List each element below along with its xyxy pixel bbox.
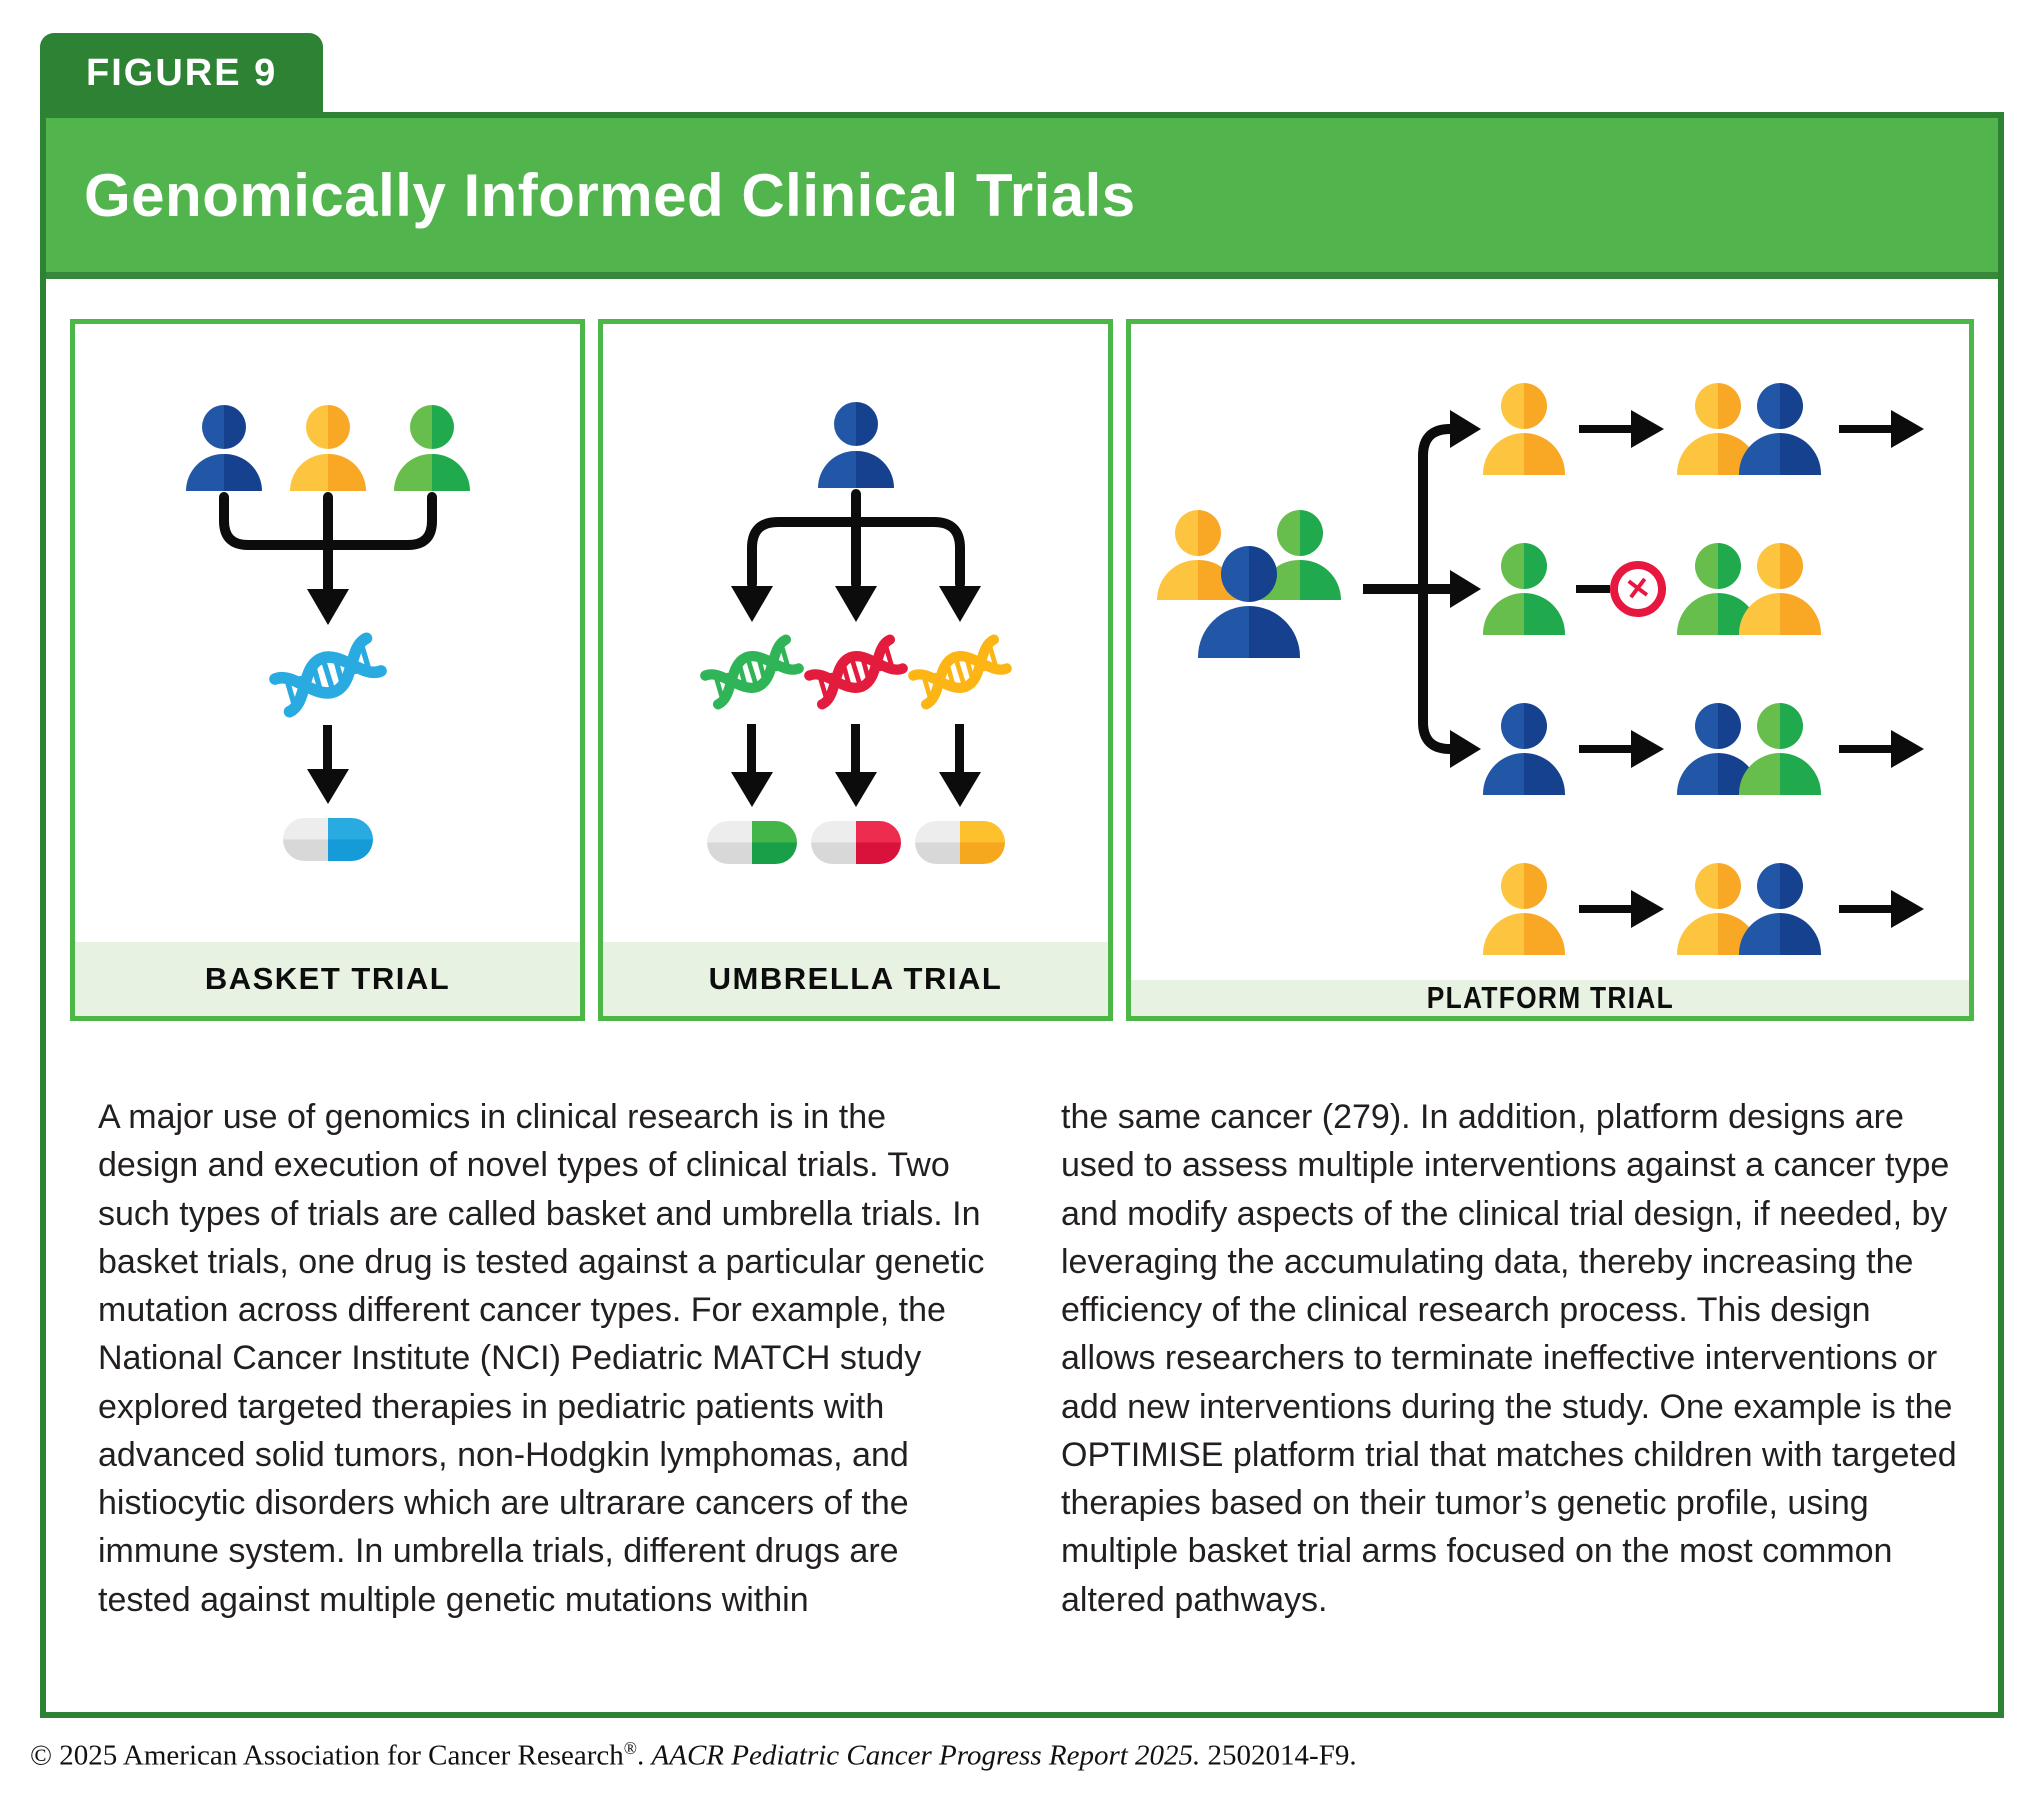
platform-arms (1483, 358, 1959, 980)
pill-half-gray (915, 821, 960, 864)
down-arrow-icon (731, 724, 773, 807)
figure-caption-text (46, 1021, 1998, 1624)
person-head (306, 405, 350, 449)
platform-arm-2 (1483, 518, 1959, 660)
patient-blue-icon (186, 405, 262, 491)
expanded-pair-yellow-blue (1677, 863, 1821, 955)
right-arrow-icon (1839, 890, 1924, 928)
person-body (1483, 593, 1565, 635)
arrow-cell (908, 724, 1012, 807)
basket-trial-label (75, 942, 580, 1016)
platform-trial-panel (1126, 319, 1974, 1021)
basket-trial-label-text: BASKET TRIAL (204, 961, 451, 996)
person-body (394, 454, 470, 491)
credit-suffix: 2502014-F9. (1200, 1739, 1357, 1772)
person-head (1695, 383, 1741, 429)
patient-green-icon (394, 405, 470, 491)
right-arrow-icon (1839, 410, 1924, 448)
person-head (1695, 863, 1741, 909)
person-head (1501, 383, 1547, 429)
dna-red-icon (796, 624, 915, 719)
patient-green-icon (1483, 543, 1565, 635)
patient-cell (276, 405, 380, 491)
platform-diagram (1131, 324, 1969, 980)
registered-mark: ® (623, 1738, 638, 1758)
expanded-pair-yellow-blue (1677, 383, 1821, 475)
person-body (290, 454, 366, 491)
person-body (1739, 433, 1821, 475)
person-body (1483, 913, 1565, 955)
expanded-pair-blue-green (1677, 703, 1821, 795)
patient-blue-icon (1739, 863, 1821, 955)
arrow-cell (700, 724, 804, 807)
body-text-column-1: A major use of genomics in clinical research is in the design and execution of novel types of clinical trials. Two such types of trials are called basket and umbrella trials. In basket trials, one drug is tested against a particular genetic mutation across different cancer types. For example, the National Cancer Institute (NCI) Pediatric MATCH study explored targeted therapies in pediatric patients with advanced solid tumors, non-Hodgkin lymphomas, and histiocytic disorders which are ultrarare cancers of the immune system. In umbrella trials, different drugs are tested against multiple genetic mutations within (98, 1098, 985, 1619)
basket-patients-row (172, 405, 484, 491)
platform-arm-1 (1483, 358, 1959, 500)
arm-connector (1565, 890, 1677, 928)
figure-title: Genomically Informed Clinical Trials (84, 161, 1136, 229)
dna-cell (908, 624, 1012, 720)
patient-blue-icon (818, 402, 894, 488)
expanded-pair-green-yellow (1677, 543, 1821, 635)
pill-cell (804, 821, 908, 864)
pill-blue-icon (283, 818, 373, 861)
basket-trial-panel (70, 319, 585, 1021)
person-head (1757, 383, 1803, 429)
person-head (1757, 543, 1803, 589)
figure-title-banner (46, 118, 1998, 279)
pill-half-gray (283, 818, 328, 861)
person-head (1695, 703, 1741, 749)
pill-half-red (856, 821, 901, 864)
down-arrow-icon (939, 724, 981, 807)
dna-green-icon (692, 624, 811, 719)
arm-exit (1821, 890, 1921, 928)
pill-red-icon (811, 821, 901, 864)
person-body (1483, 433, 1565, 475)
credit-prefix: © 2025 American Association for Cancer Research (30, 1739, 624, 1772)
pill-half-gray (707, 821, 752, 864)
umbrella-diagram (603, 324, 1108, 942)
x-icon: ✕ (1606, 557, 1669, 620)
credit-sep: . (637, 1739, 652, 1772)
patient-cohort-icon (1157, 510, 1341, 662)
person-head (1221, 546, 1277, 602)
pill-green-icon (707, 821, 797, 864)
down-arrow-icon (307, 725, 349, 804)
person-body (1483, 753, 1565, 795)
merge-arrow-icon (172, 491, 484, 627)
platform-arm-4-added (1483, 838, 1959, 980)
basket-diagram (75, 324, 580, 942)
arm-connector (1565, 730, 1677, 768)
person-head (834, 402, 878, 446)
person-head (1501, 703, 1547, 749)
person-body (1739, 913, 1821, 955)
platform-arm-3 (1483, 678, 1959, 820)
dna-cell (804, 624, 908, 720)
right-arrow-icon (1579, 890, 1664, 928)
person-body (1739, 593, 1821, 635)
arm-connector (1565, 410, 1677, 448)
dna-yellow-icon (900, 624, 1019, 719)
person-body (186, 454, 262, 491)
right-arrow-icon (1579, 730, 1664, 768)
arm-exit (1821, 730, 1921, 768)
platform-trial-label (1131, 980, 1969, 1016)
pill-yellow-icon (915, 821, 1005, 864)
person-head (1757, 703, 1803, 749)
dna-blue-icon (262, 625, 393, 726)
person-head (1757, 863, 1803, 909)
cohort-blue-icon (1198, 546, 1300, 658)
figure-tag-label: FIGURE 9 (86, 51, 278, 94)
line (1576, 585, 1610, 593)
patient-blue-icon (1483, 703, 1565, 795)
patient-blue-icon (1739, 383, 1821, 475)
person-head (410, 405, 454, 449)
pill-half-green (752, 821, 797, 864)
umbrella-trial-panel (598, 319, 1113, 1021)
person-head (202, 405, 246, 449)
patient-yellow-icon (1483, 383, 1565, 475)
cohort-cell (1157, 510, 1363, 662)
person-head (1695, 543, 1741, 589)
platform-trial-label-text: PLATFORM TRIAL (1426, 980, 1674, 1015)
umbrella-arrows-row (700, 724, 1012, 807)
arm-connector (1565, 561, 1677, 617)
umbrella-dna-row (700, 624, 1012, 720)
patient-yellow-icon (1739, 543, 1821, 635)
down-arrow-icon (835, 724, 877, 807)
trial-panels-row (46, 279, 1998, 1021)
right-arrow-icon (1839, 730, 1924, 768)
pill-half-gray (811, 821, 856, 864)
pill-cell (908, 821, 1012, 864)
umbrella-trial-label-text: UMBRELLA TRIAL (708, 961, 1003, 996)
pill-cell (700, 821, 804, 864)
pill-half-blue (328, 818, 373, 861)
pill-half-yellow (960, 821, 1005, 864)
patient-cell (380, 405, 484, 491)
umbrella-pills-row (700, 821, 1012, 864)
person-body (1739, 753, 1821, 795)
arm-exit (1821, 410, 1921, 448)
person-head (1501, 863, 1547, 909)
figure-container (40, 112, 2004, 1718)
patient-yellow-icon (290, 405, 366, 491)
patient-green-icon (1739, 703, 1821, 795)
patient-yellow-icon (1483, 863, 1565, 955)
credit-line (30, 1738, 1357, 1773)
arrow-cell (804, 724, 908, 807)
dna-cell (700, 624, 804, 720)
person-body (818, 451, 894, 488)
person-head (1501, 543, 1547, 589)
dna-wrap (269, 627, 387, 723)
patient-cell (172, 405, 276, 491)
person-body (1198, 606, 1300, 658)
credit-report-title: AACR Pediatric Cancer Progress Report 2025. (651, 1739, 1201, 1772)
branch-arrow-icon (1363, 358, 1483, 820)
terminated-connector (1576, 561, 1666, 617)
right-arrow-icon (1579, 410, 1664, 448)
body-text-column-2: the same cancer (279). In addition, platform designs are used to assess multiple interventions against a cancer type and modify aspects of the clinical trial design, if needed, by leveraging the accumulating data, thereby increasing the efficiency of the clinical research process. This design allows researchers to terminate ineffective interventions or add new interventions during the study. One example is the OPTIMISE platform trial that matches children with targeted therapies based on their tumor’s genetic profile, using multiple basket trial arms focused on the most common altered pathways. (1061, 1098, 1957, 1619)
split-arrow-icon (700, 488, 1012, 624)
umbrella-trial-label (603, 942, 1108, 1016)
figure-tab (40, 33, 323, 113)
